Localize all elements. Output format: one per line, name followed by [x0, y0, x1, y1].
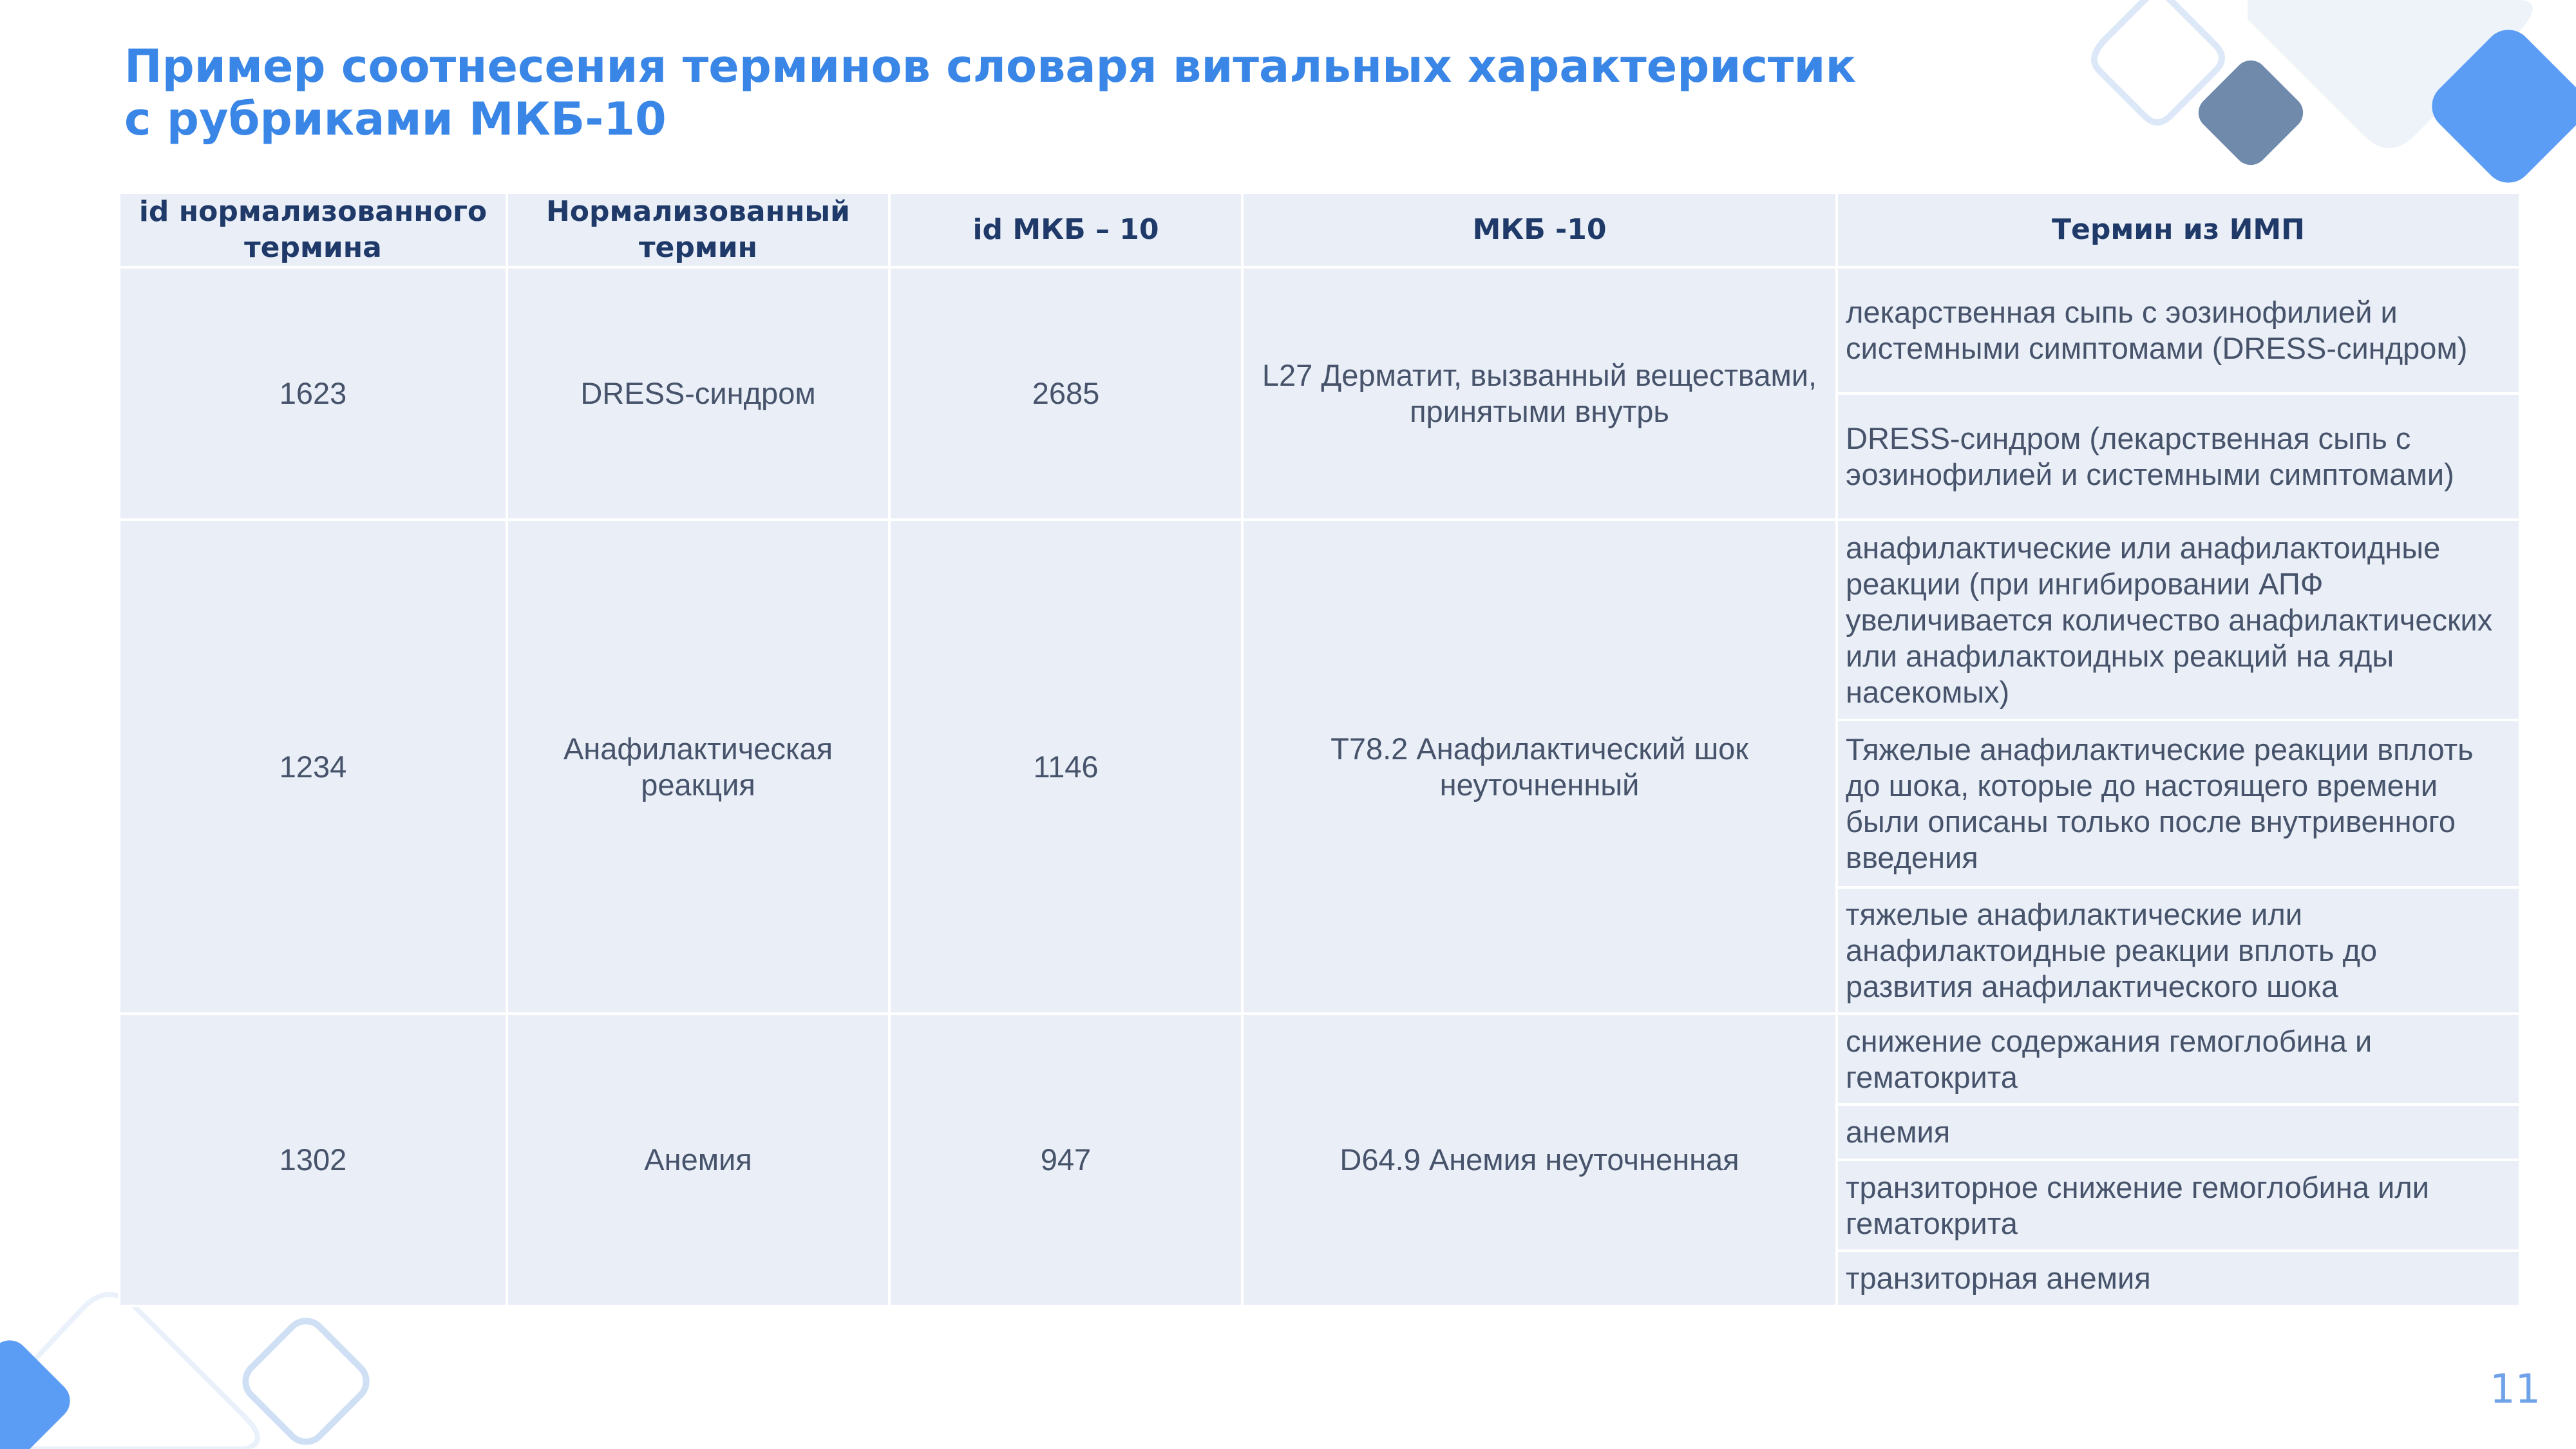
cell-imp-term: Тяжелые анафилактические реакции вплоть до шока, которые до настоящего времени были описаны только после внутривенного введения — [1837, 720, 2520, 887]
cell-imp-term: тяжелые анафилактические или анафилактоидные реакции вплоть до развития анафилактического шока — [1837, 887, 2520, 1014]
cell-id-mkb: 1146 — [889, 520, 1242, 1014]
cell-mkb: D64.9 Анемия неуточненная — [1242, 1014, 1837, 1306]
cell-norm-term: Анафилактическая реакция — [507, 520, 889, 1014]
title-line-1: Пример соотнесения терминов словаря витальных характеристик — [124, 40, 1856, 93]
page-title — [124, 40, 1856, 146]
cell-norm-term: DRESS-синдром — [507, 267, 889, 520]
cell-imp-term: снижение содержания гемоглобина и гематокрита — [1837, 1014, 2520, 1104]
cell-id-mkb: 947 — [889, 1014, 1242, 1306]
title-line-2: с рубриками МКБ-10 — [124, 93, 667, 146]
table-row — [119, 520, 2520, 720]
header-norm-term: Нормализованный термин — [507, 193, 889, 267]
cell-mkb: T78.2 Анафилактический шок неуточненный — [1242, 520, 1837, 1014]
cell-imp-term: транзиторная анемия — [1837, 1251, 2520, 1306]
cell-norm-term: Анемия — [507, 1014, 889, 1306]
cell-id-norm: 1302 — [119, 1014, 507, 1306]
cell-imp-term: анемия — [1837, 1104, 2520, 1160]
header-imp-term: Термин из ИМП — [1837, 193, 2520, 267]
cell-id-norm: 1234 — [119, 520, 507, 1014]
cell-imp-term: анафилактические или анафилактоидные реакции (при ингибировании АПФ увеличивается количество анафилактических или анафилактоидных реакций на яды насекомых) — [1837, 520, 2520, 720]
cell-id-mkb: 2685 — [889, 267, 1242, 520]
page-number: 11 — [2490, 1365, 2541, 1412]
mapping-table — [118, 191, 2521, 1307]
cell-imp-term: DRESS-синдром (лекарственная сыпь с эозинофилией и системными симптомами) — [1837, 393, 2520, 520]
table-row — [119, 267, 2520, 393]
header-id-norm: id нормализованного термина — [119, 193, 507, 267]
table-row — [119, 1014, 2520, 1104]
cell-imp-term: транзиторное снижение гемоглобина или гематокрита — [1837, 1160, 2520, 1251]
table-header-row — [119, 193, 2520, 267]
header-mkb: МКБ -10 — [1242, 193, 1837, 267]
cell-id-norm: 1623 — [119, 267, 507, 520]
cell-imp-term: лекарственная сыпь с эозинофилией и системными симптомами (DRESS-синдром) — [1837, 267, 2520, 393]
header-id-mkb: id МКБ – 10 — [889, 193, 1242, 267]
cell-mkb: L27 Дерматит, вызванный веществами, принятыми внутрь — [1242, 267, 1837, 520]
